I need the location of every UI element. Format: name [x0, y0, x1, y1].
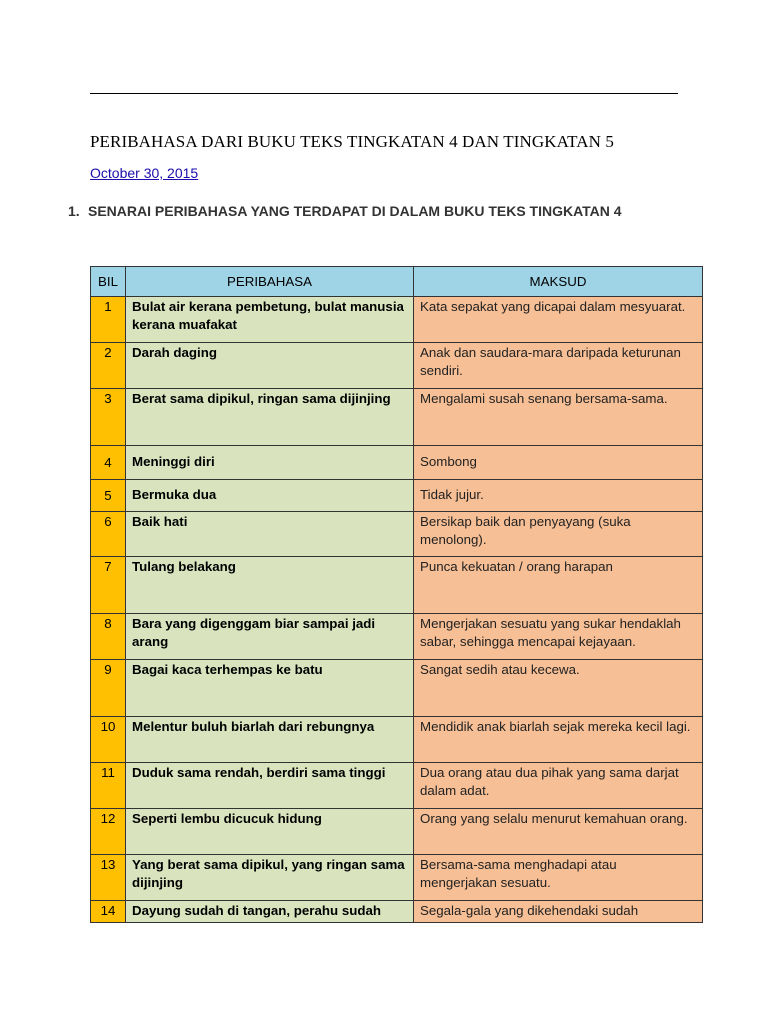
cell-bil: 12	[91, 809, 126, 855]
cell-bil: 7	[91, 557, 126, 614]
cell-bil: 6	[91, 512, 126, 557]
cell-maksud: Mendidik anak biarlah sejak mereka kecil lagi.	[414, 717, 703, 763]
table-row	[91, 717, 703, 763]
section-number: 1.	[68, 203, 80, 219]
cell-peribahasa: Duduk sama rendah, berdiri sama tinggi	[126, 763, 414, 809]
cell-peribahasa: Berat sama dipikul, ringan sama dijinjing	[126, 389, 414, 446]
table-row	[91, 557, 703, 614]
cell-maksud: Sombong	[414, 446, 703, 480]
table-row	[91, 901, 703, 923]
section-heading-text: SENARAI PERIBAHASA YANG TERDAPAT DI DALAM BUKU TEKS TINGKATAN 4	[88, 203, 622, 219]
peribahasa-table	[90, 266, 703, 923]
cell-peribahasa: Bulat air kerana pembetung, bulat manusia kerana muafakat	[126, 297, 414, 343]
table-row	[91, 855, 703, 901]
cell-maksud: Bersikap baik dan penyayang (suka menolong).	[414, 512, 703, 557]
table-row	[91, 614, 703, 660]
cell-bil: 14	[91, 901, 126, 923]
table-row	[91, 512, 703, 557]
cell-peribahasa: Baik hati	[126, 512, 414, 557]
section-heading	[68, 203, 622, 219]
cell-bil: 11	[91, 763, 126, 809]
table-header-row	[91, 267, 703, 297]
cell-maksud: Mengerjakan sesuatu yang sukar hendaklah sabar, sehingga mencapai kejayaan.	[414, 614, 703, 660]
header-bil: BIL	[91, 267, 126, 297]
table-row	[91, 297, 703, 343]
cell-maksud: Dua orang atau dua pihak yang sama darjat dalam adat.	[414, 763, 703, 809]
cell-maksud: Bersama-sama menghadapi atau mengerjakan sesuatu.	[414, 855, 703, 901]
table-row	[91, 343, 703, 389]
cell-peribahasa: Yang berat sama dipikul, yang ringan sama dijinjing	[126, 855, 414, 901]
cell-bil: 2	[91, 343, 126, 389]
cell-maksud: Punca kekuatan / orang harapan	[414, 557, 703, 614]
header-maksud: MAKSUD	[414, 267, 703, 297]
cell-peribahasa: Bara yang digenggam biar sampai jadi arang	[126, 614, 414, 660]
cell-bil: 3	[91, 389, 126, 446]
cell-peribahasa: Bermuka dua	[126, 480, 414, 512]
cell-maksud: Orang yang selalu menurut kemahuan orang.	[414, 809, 703, 855]
cell-peribahasa: Meninggi diri	[126, 446, 414, 480]
cell-bil: 8	[91, 614, 126, 660]
table-row	[91, 480, 703, 512]
cell-bil: 13	[91, 855, 126, 901]
cell-bil: 5	[91, 480, 126, 512]
cell-maksud: Tidak jujur.	[414, 480, 703, 512]
table-row	[91, 763, 703, 809]
cell-maksud: Sangat sedih atau kecewa.	[414, 660, 703, 717]
top-divider	[90, 93, 678, 94]
cell-bil: 10	[91, 717, 126, 763]
cell-maksud: Segala-gala yang dikehendaki sudah	[414, 901, 703, 923]
post-date-link[interactable]: October 30, 2015	[90, 165, 199, 181]
cell-bil: 4	[91, 446, 126, 480]
table-row	[91, 660, 703, 717]
cell-bil: 9	[91, 660, 126, 717]
cell-peribahasa: Bagai kaca terhempas ke batu	[126, 660, 414, 717]
cell-peribahasa: Dayung sudah di tangan, perahu sudah	[126, 901, 414, 923]
cell-peribahasa: Tulang belakang	[126, 557, 414, 614]
table-row	[91, 389, 703, 446]
page-title: PERIBAHASA DARI BUKU TEKS TINGKATAN 4 DAN TINGKATAN 5	[90, 132, 614, 151]
cell-peribahasa: Seperti lembu dicucuk hidung	[126, 809, 414, 855]
cell-peribahasa: Melentur buluh biarlah dari rebungnya	[126, 717, 414, 763]
cell-peribahasa: Darah daging	[126, 343, 414, 389]
cell-maksud: Mengalami susah senang bersama-sama.	[414, 389, 703, 446]
cell-bil: 1	[91, 297, 126, 343]
cell-maksud: Kata sepakat yang dicapai dalam mesyuarat.	[414, 297, 703, 343]
header-peribahasa: PERIBAHASA	[126, 267, 414, 297]
table-row	[91, 446, 703, 480]
table-row	[91, 809, 703, 855]
cell-maksud: Anak dan saudara-mara daripada keturunan sendiri.	[414, 343, 703, 389]
